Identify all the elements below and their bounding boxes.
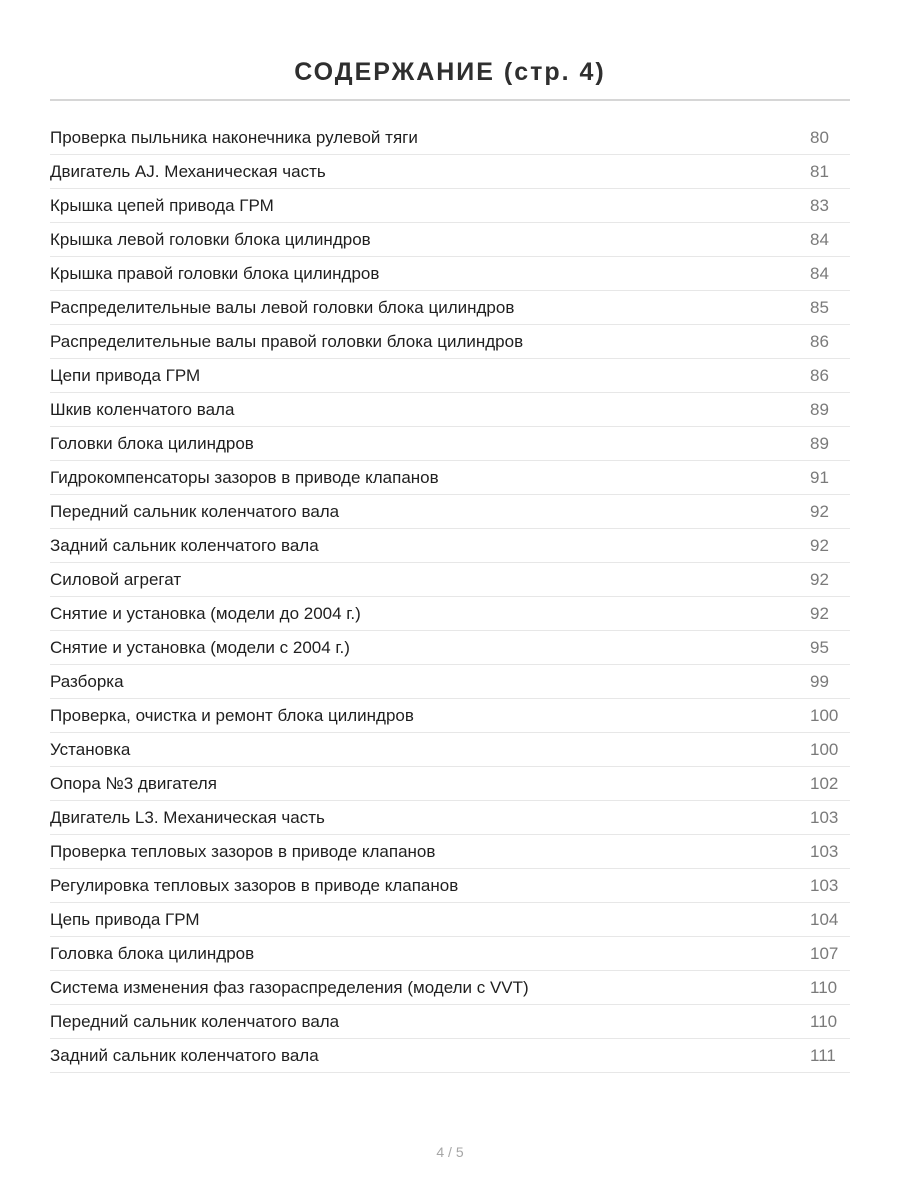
toc-entry-page: 104 xyxy=(810,910,839,929)
toc-row[interactable] xyxy=(50,155,850,189)
toc-entry-title: Гидрокомпенсаторы зазоров в приводе клапанов xyxy=(50,468,439,487)
toc-row[interactable] xyxy=(50,733,850,767)
toc-row[interactable] xyxy=(50,529,850,563)
toc-row[interactable] xyxy=(50,631,850,665)
toc-entry-page: 84 xyxy=(810,230,829,249)
toc-entry-page: 111 xyxy=(810,1046,836,1065)
toc-row[interactable] xyxy=(50,189,850,223)
toc-entry-page: 110 xyxy=(810,1012,838,1031)
toc-entry-page: 92 xyxy=(810,502,829,521)
toc-entry-title: Опора №3 двигателя xyxy=(50,774,217,793)
toc-entry-page: 100 xyxy=(810,740,839,759)
toc-entry-title: Распределительные валы левой головки блока цилиндров xyxy=(50,298,515,317)
toc-entry-page: 103 xyxy=(810,876,839,895)
toc-row[interactable] xyxy=(50,223,850,257)
toc-entry-title: Крышка цепей привода ГРМ xyxy=(50,196,274,215)
title-divider xyxy=(50,99,850,101)
toc-row[interactable] xyxy=(50,427,850,461)
toc-entry-page: 81 xyxy=(810,162,829,181)
toc-entry-page: 89 xyxy=(810,400,829,419)
toc-entry-page: 80 xyxy=(810,128,829,147)
page-indicator: 4 / 5 xyxy=(436,1144,464,1160)
toc-entry-title: Распределительные валы правой головки блока цилиндров xyxy=(50,332,524,351)
toc-row[interactable] xyxy=(50,563,850,597)
toc-entry-title: Двигатель AJ. Механическая часть xyxy=(50,162,326,181)
toc-row[interactable] xyxy=(50,257,850,291)
toc-entry-page: 110 xyxy=(810,978,838,997)
toc-entry-page: 83 xyxy=(810,196,829,215)
toc-entry-title: Регулировка тепловых зазоров в приводе клапанов xyxy=(50,876,459,895)
toc-entry-title: Проверка тепловых зазоров в приводе клапанов xyxy=(50,842,436,861)
page-title: СОДЕРЖАНИЕ (стр. 4) xyxy=(294,57,606,86)
toc-entry-title: Головки блока цилиндров xyxy=(50,434,254,453)
toc-row[interactable] xyxy=(50,903,850,937)
toc-entry-page: 100 xyxy=(810,706,839,725)
toc-row[interactable] xyxy=(50,699,850,733)
toc-entry-title: Силовой агрегат xyxy=(50,570,182,589)
toc-entry-page: 103 xyxy=(810,808,839,827)
toc-entry-page: 86 xyxy=(810,366,829,385)
toc-entry-title: Передний сальник коленчатого вала xyxy=(50,502,340,521)
toc-entry-page: 92 xyxy=(810,536,829,555)
toc-entry-page: 89 xyxy=(810,434,829,453)
toc-entry-page: 107 xyxy=(810,944,839,963)
toc-entry-title: Снятие и установка (модели с 2004 г.) xyxy=(50,638,350,657)
toc-row[interactable] xyxy=(50,835,850,869)
toc-entry-page: 91 xyxy=(810,468,829,487)
table-of-contents xyxy=(50,121,850,1073)
toc-row[interactable] xyxy=(50,359,850,393)
toc-entry-title: Задний сальник коленчатого вала xyxy=(50,536,319,555)
toc-entry-title: Разборка xyxy=(50,672,124,691)
toc-row[interactable] xyxy=(50,325,850,359)
toc-entry-page: 92 xyxy=(810,604,829,623)
toc-entry-page: 86 xyxy=(810,332,829,351)
toc-entry-page: 92 xyxy=(810,570,829,589)
toc-entry-page: 103 xyxy=(810,842,839,861)
toc-entry-title: Проверка, очистка и ремонт блока цилиндров xyxy=(50,706,414,725)
toc-row[interactable] xyxy=(50,393,850,427)
toc-row[interactable] xyxy=(50,121,850,155)
toc-entry-title: Задний сальник коленчатого вала xyxy=(50,1046,319,1065)
toc-entry-page: 84 xyxy=(810,264,829,283)
toc-entry-page: 95 xyxy=(810,638,829,657)
toc-entry-title: Головка блока цилиндров xyxy=(50,944,255,963)
toc-row[interactable] xyxy=(50,1039,850,1073)
toc-entry-page: 102 xyxy=(810,774,839,793)
toc-entry-title: Установка xyxy=(50,740,131,759)
toc-row[interactable] xyxy=(50,597,850,631)
toc-row[interactable] xyxy=(50,495,850,529)
toc-row[interactable] xyxy=(50,461,850,495)
toc-entry-title: Цепь привода ГРМ xyxy=(50,910,200,929)
toc-entry-title: Шкив коленчатого вала xyxy=(50,400,235,419)
toc-row[interactable] xyxy=(50,971,850,1005)
toc-row[interactable] xyxy=(50,937,850,971)
toc-row[interactable] xyxy=(50,869,850,903)
toc-row[interactable] xyxy=(50,291,850,325)
toc-entry-title: Проверка пыльника наконечника рулевой тяги xyxy=(50,128,418,147)
toc-row[interactable] xyxy=(50,801,850,835)
toc-row[interactable] xyxy=(50,1005,850,1039)
toc-entry-title: Крышка правой головки блока цилиндров xyxy=(50,264,380,283)
toc-entry-title: Двигатель L3. Механическая часть xyxy=(50,808,325,827)
toc-row[interactable] xyxy=(50,665,850,699)
toc-entry-title: Система изменения фаз газораспределения (модели с VVT) xyxy=(50,978,529,997)
toc-entry-title: Снятие и установка (модели до 2004 г.) xyxy=(50,604,361,623)
toc-entry-title: Крышка левой головки блока цилиндров xyxy=(50,230,371,249)
toc-entry-page: 85 xyxy=(810,298,829,317)
toc-row[interactable] xyxy=(50,767,850,801)
toc-entry-title: Цепи привода ГРМ xyxy=(50,366,201,385)
toc-entry-title: Передний сальник коленчатого вала xyxy=(50,1012,340,1031)
toc-entry-page: 99 xyxy=(810,672,829,691)
